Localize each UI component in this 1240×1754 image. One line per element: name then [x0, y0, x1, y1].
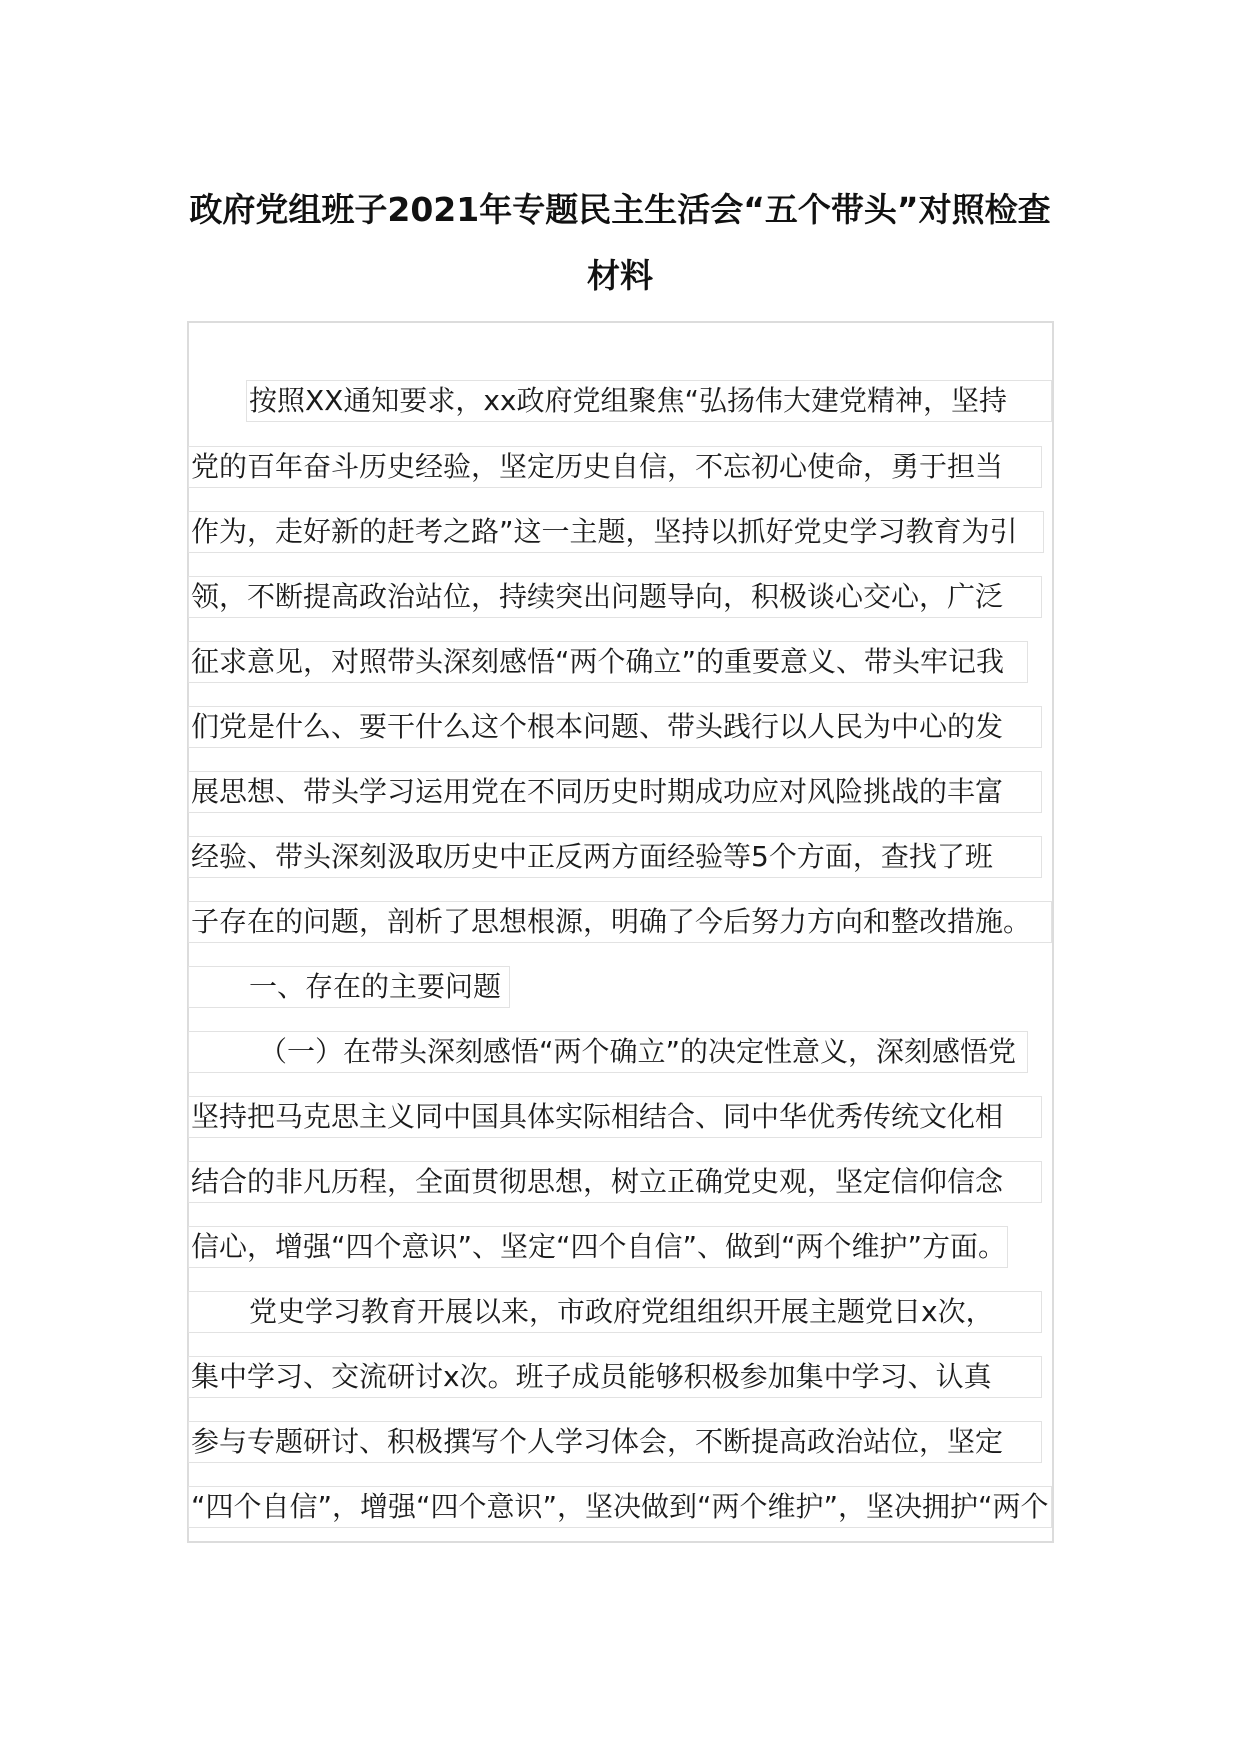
text-line: 征求意见，对照带头深刻感悟“两个确立”的重要意义、带头牢记我 [188, 641, 1028, 683]
text-line: 结合的非凡历程，全面贯彻思想，树立正确党史观，坚定信仰信念 [188, 1161, 1042, 1203]
text-line: 按照XX通知要求，xx政府党组聚焦“弘扬伟大建党精神，坚持 [246, 380, 1052, 422]
text-line: 党史学习教育开展以来，市政府党组组织开展主题党日x次， [188, 1291, 1042, 1333]
text-line: 们党是什么、要干什么这个根本问题、带头践行以人民为中心的发 [188, 706, 1042, 748]
text-line: 领，不断提高政治站位，持续突出问题导向，积极谈心交心，广泛 [188, 576, 1042, 618]
text-line: 参与专题研讨、积极撰写个人学习体会，不断提高政治站位，坚定 [188, 1421, 1042, 1463]
text-line: 集中学习、交流研讨x次。班子成员能够积极参加集中学习、认真 [188, 1356, 1042, 1398]
text-line: “四个自信”，增强“四个意识”，坚决做到“两个维护”，坚决拥护“两个 [188, 1486, 1052, 1528]
text-line: 作为，走好新的赶考之路”这一主题，坚持以抓好党史学习教育为引 [188, 511, 1044, 553]
text-line: 党的百年奋斗历史经验，坚定历史自信，不忘初心使命，勇于担当 [188, 446, 1042, 488]
document-title-line-1: 政府党组班子2021年专题民主生活会“五个带头”对照检查 [189, 190, 1051, 229]
subsection-heading: （一）在带头深刻感悟“两个确立”的决定性意义，深刻感悟党 [188, 1031, 1028, 1073]
section-heading: 一、存在的主要问题 [188, 966, 510, 1008]
text-line: 信心，增强“四个意识”、坚定“四个自信”、做到“两个维护”方面。 [188, 1226, 1008, 1268]
document-title-line-2: 材料 [587, 256, 653, 295]
text-line: 坚持把马克思主义同中国具体实际相结合、同中华优秀传统文化相 [188, 1096, 1042, 1138]
text-line: 子存在的问题，剖析了思想根源，明确了今后努力方向和整改措施。 [188, 901, 1052, 943]
text-line: 经验、带头深刻汲取历史中正反两方面经验等5个方面，查找了班 [188, 836, 1042, 878]
text-line: 展思想、带头学习运用党在不同历史时期成功应对风险挑战的丰富 [188, 771, 1042, 813]
